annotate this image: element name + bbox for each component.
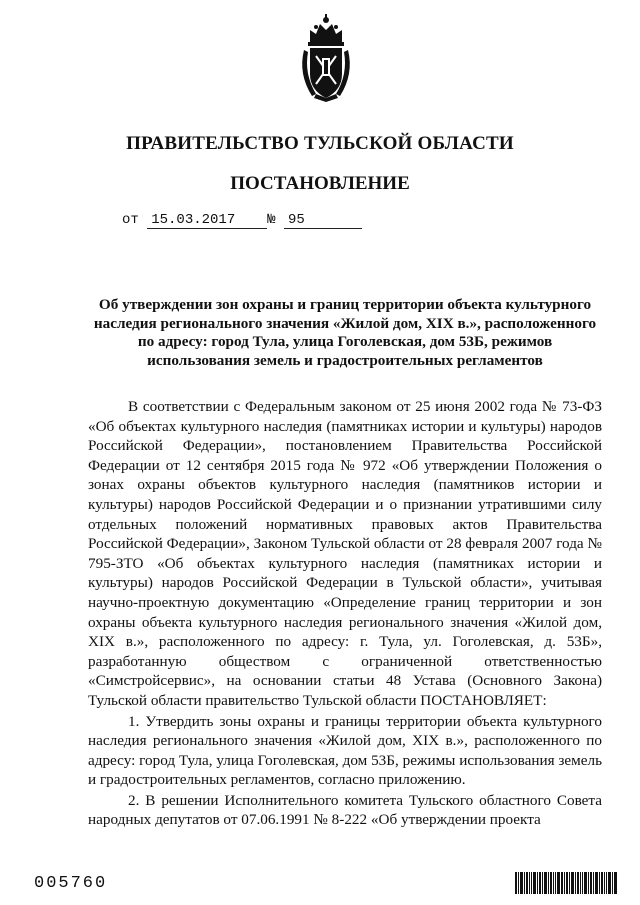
- paragraph-item-1: 1. Утвердить зоны охраны и границы территории объекта культурного наследия регионального значения «Жилой дом, XIX в.», расположенного по адресу: город Тула, улица Гоголевская, дом 53Б, режимы использования земель и градостроительных регламентов, согласно приложению.: [88, 712, 602, 789]
- barcode-icon: [515, 872, 617, 894]
- document-number: 95: [284, 212, 362, 229]
- government-title: ПРАВИТЕЛЬСТВО ТУЛЬСКОЙ ОБЛАСТИ: [126, 133, 514, 154]
- paragraph-item-2: 2. В решении Исполнительного комитета Тульского областного Совета народных депутатов от 07.06.1991 № 8-222 «Об утверждении проекта: [88, 791, 602, 829]
- date-prefix: от: [122, 212, 139, 228]
- paragraph-preamble: В соответствии с Федеральным законом от 25 июня 2002 года № 73-ФЗ «Об объектах культурного наследия (памятниках истории и культуры) народов Российской Федерации», постановлением Правительства Российской Федерации от 12 сентября 2015 года № 972 «Об утверждении Положения о зонах охраны объектов культурного наследия (памятников истории и культуры) народов Российской Федерации и о признании утратившими силу отдельных положений нормативных правовых актов Правительства Российской Федерации», Законом Тульской области от 28 февраля 2007 года № 795-ЗТО «Об объектах культурного наследия (памятниках истории и культуры) народов Российской Федерации в Тульской области», учитывая научно-проектную документацию «Определение границ территории и зон охраны объекта культурного наследия регионального значения «Жилой дом, XIX в.», расположенного по адресу: г. Тула, ул. Гоголевская, д. 53Б», разработанную обществом с ограниченной ответственностью «Симстройсервис», на основании статьи 48 Устава (Основного Закона) Тульской области правительство Тульской области ПОСТАНОВЛЯЕТ:: [88, 398, 602, 709]
- number-prefix: №: [267, 212, 276, 228]
- document-date: 15.03.2017: [147, 212, 267, 229]
- document-body: [88, 397, 602, 830]
- document-serial-code: 005760: [34, 874, 108, 893]
- tula-coat-of-arms-icon: [296, 12, 356, 104]
- document-subject: Об утверждении зон охраны и границ территории объекта культурного наследия регионального значения «Жилой дом, XIX в.», расположенного по адресу: город Тула, улица Гоголевская, дом 53Б, режимов использования земель и градостроительных регламентов: [93, 296, 597, 369]
- date-number-line: [122, 212, 362, 229]
- document-type: ПОСТАНОВЛЕНИЕ: [230, 173, 410, 194]
